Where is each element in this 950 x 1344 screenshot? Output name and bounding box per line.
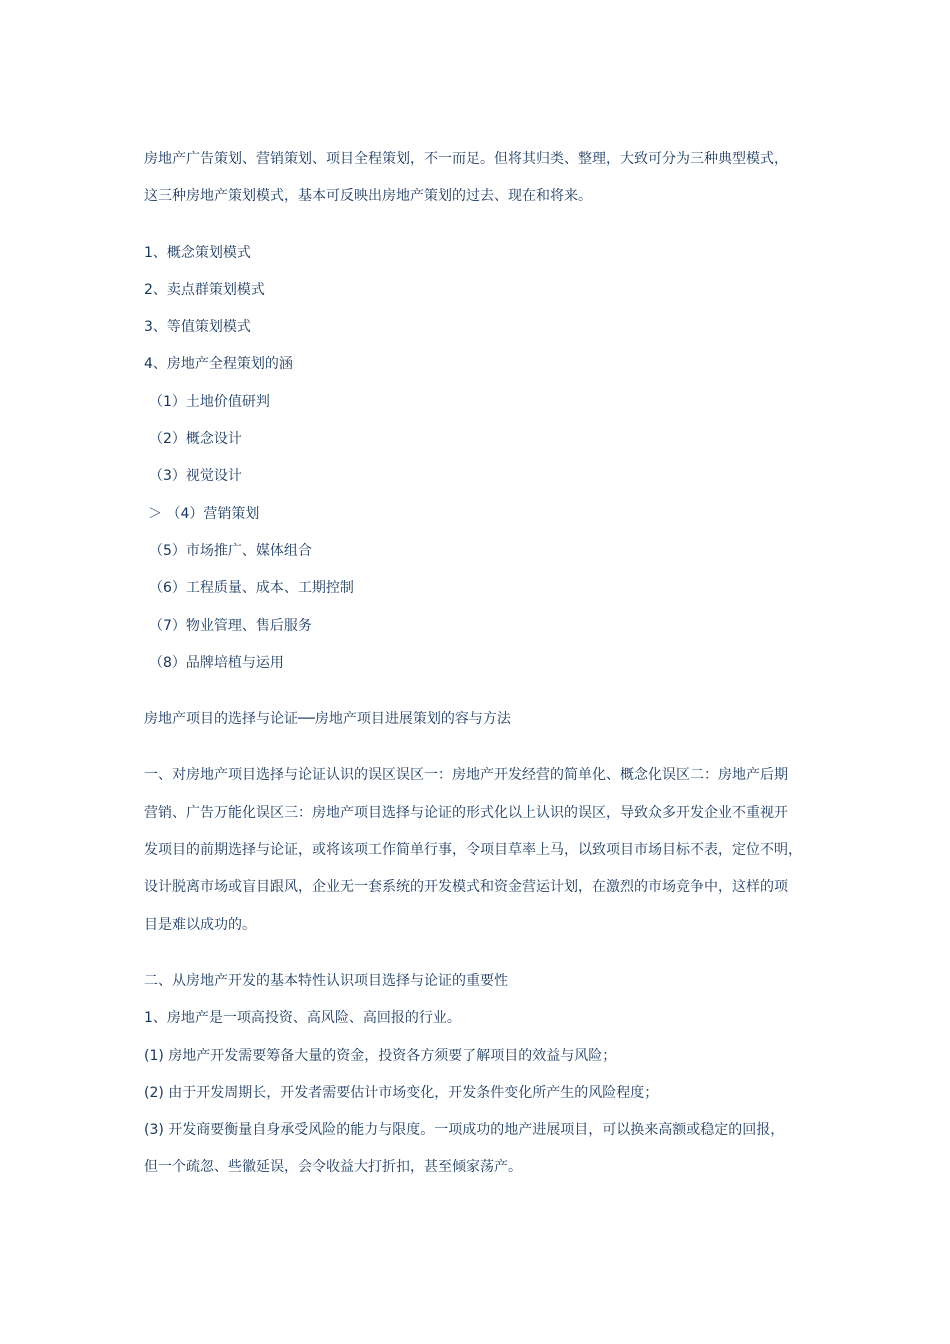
sub-item: （2）概念设计 bbox=[149, 431, 242, 448]
sub-item: （8）品牌培植与运用 bbox=[149, 654, 284, 671]
sub-item: （3）视觉设计 bbox=[149, 468, 242, 485]
document-page bbox=[144, 141, 824, 1187]
sub-item: （1）土地价值研判 bbox=[149, 393, 270, 410]
section-two-line: (3) 开发商要衡量自身承受风险的能力与限度。一项成功的地产进展项目，可以换来高额或稳定的回报， bbox=[144, 1122, 785, 1139]
section-one-line: 目是难以成功的。 bbox=[144, 916, 256, 933]
intro-line: 房地产广告策划、营销策划、项目全程策划，不一而足。但将其归类、整理，大致可分为三种典型模式， bbox=[144, 151, 788, 167]
section-two-heading: 二、从房地产开发的基本特性认识项目选择与论证的重要性 bbox=[144, 972, 508, 989]
mode-item: 4、房地产全程策划的涵 bbox=[144, 356, 293, 373]
paragraph-gap bbox=[144, 682, 824, 701]
section-one-line: 发项目的前期选择与论证，或将该项工作简单行事，令项目草率上马，以致项目市场目标不表，定位不明， bbox=[144, 842, 802, 859]
section-two-line: (1) 房地产开发需要筹备大量的资金，投资各方须要了解项目的效益与风险； bbox=[144, 1047, 617, 1064]
paragraph-gap bbox=[144, 738, 824, 757]
section-two-line: 1、房地产是一项高投资、高风险、高回报的行业。 bbox=[144, 1010, 461, 1027]
mode-item: 1、概念策划模式 bbox=[144, 244, 251, 261]
sub-item: （6）工程质量、成本、工期控制 bbox=[149, 580, 354, 597]
sub-item: （5）市场推广、媒体组合 bbox=[149, 542, 312, 559]
mode-item: 3、等值策划模式 bbox=[144, 319, 251, 336]
section-one-line: 一、对房地产项目选择与论证认识的误区误区一：房地产开发经营的简单化、概念化误区二：房地产后期 bbox=[144, 767, 788, 784]
sub-item: （7）物业管理、售后服务 bbox=[149, 617, 312, 634]
paragraph-gap bbox=[144, 944, 824, 963]
paragraph-gap bbox=[144, 216, 824, 235]
section-one-line: 营销、广告万能化误区三：房地产项目选择与论证的形式化以上认识的误区，导致众多开发企业不重视开 bbox=[144, 804, 788, 821]
sub-item: ＞ （4）营销策划 bbox=[148, 505, 260, 522]
intro-line: 这三种房地产策划模式，基本可反映出房地产策划的过去、现在和将来。 bbox=[144, 188, 592, 205]
section-title: 房地产项目的选择与论证──房地产项目进展策划的容与方法 bbox=[144, 711, 511, 728]
section-two-line: 但一个疏忽、些徽延误，会令收益大打折扣，甚至倾家荡产。 bbox=[144, 1159, 522, 1176]
mode-item: 2、卖点群策划模式 bbox=[144, 281, 265, 298]
section-one-line: 设计脱离市场或盲目跟风，企业无一套系统的开发模式和资金营运计划，在激烈的市场竞争中，这样的项 bbox=[144, 879, 788, 896]
section-two-line: (2) 由于开发周期长，开发者需要估计市场变化，开发条件变化所产生的风险程度； bbox=[144, 1084, 659, 1101]
